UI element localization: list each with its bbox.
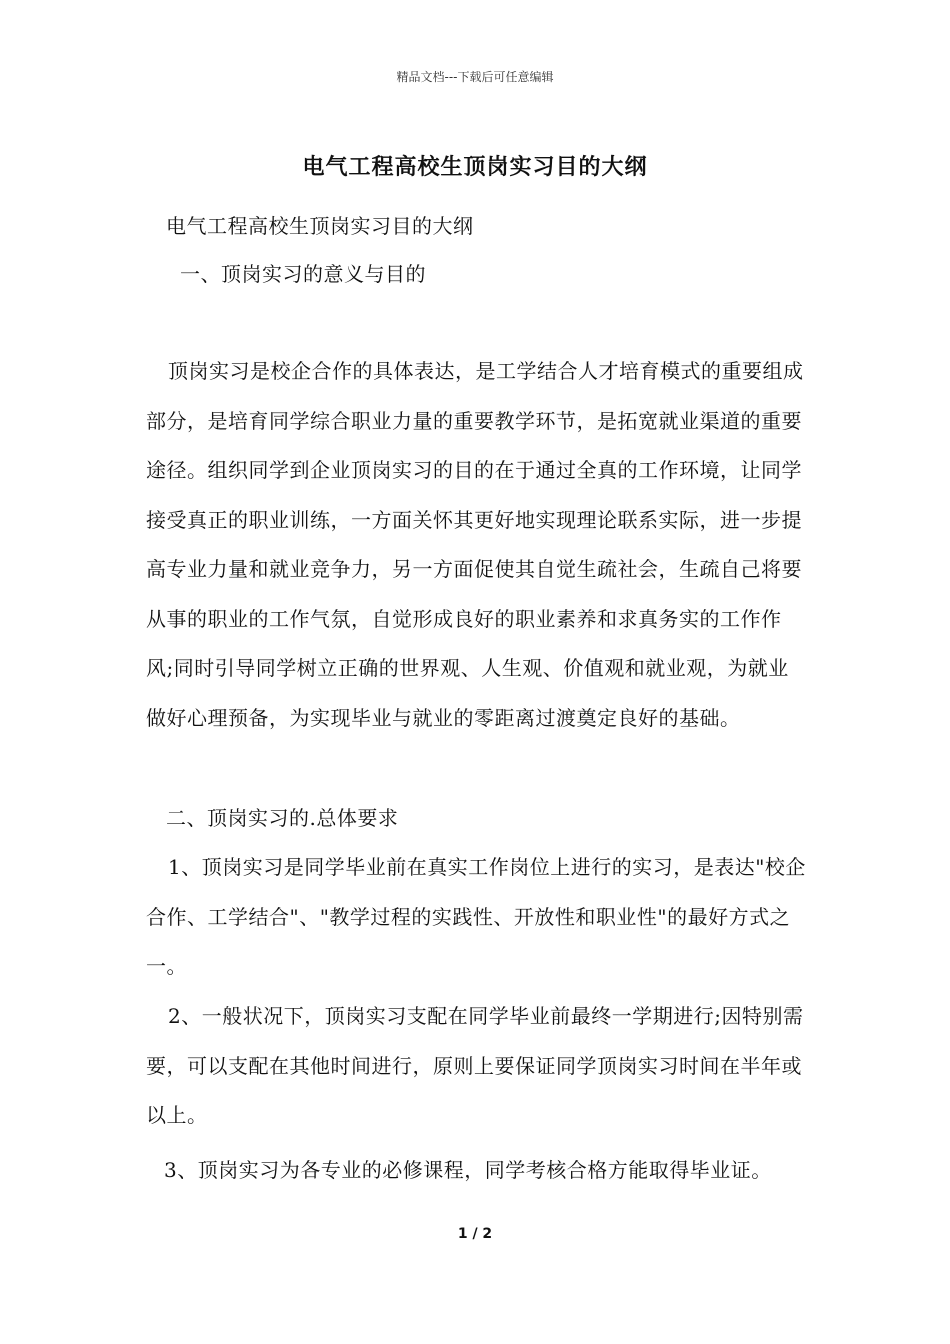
header-note: 精品文档---下载后可任意编辑 bbox=[396, 70, 554, 84]
document-subtitle: 电气工程高校生顶岗实习目的大纲 bbox=[166, 214, 474, 238]
section-heading-2: 二、顶岗实习的.总体要求 bbox=[166, 806, 399, 830]
section-heading-1: 一、顶岗实习的意义与目的 bbox=[180, 262, 426, 286]
section-1-paragraph: 顶岗实习是校企合作的具体表达，是工学结合人才培育模式的重要组成部分，是培育同学综合职业力量的重要教学环节，是拓宽就业渠道的重要途径。组织同学到企业顶岗实习的目的在于通过全真的工作环境，让同学接受真正的职业训练，一方面关怀其更好地实现理论联系实际，进一步提高专业力量和就业竞争力，另一方面促使其自觉生疏社会，生疏自己将要从事的职业的工作气氛，自觉形成良好的职业素养和求真务实的工作作风;同时引导同学树立正确的世界观、人生观、价值观和就业观，为就业做好心理预备，为实现毕业与就业的零距离过渡奠定良好的基础。 bbox=[146, 359, 804, 730]
requirement-item-3: 3、顶岗实习为各专业的必修课程，同学考核合格方能取得毕业证。 bbox=[164, 1158, 772, 1182]
document-title: 电气工程高校生顶岗实习目的大纲 bbox=[302, 155, 648, 180]
requirement-item-1: 1、顶岗实习是同学毕业前在真实工作岗位上进行的实习，是表达"校企合作、工学结合"、"教学过程的实践性、开放性和职业性"的最好方式之一。 bbox=[146, 855, 806, 978]
page-number: 1 / 2 bbox=[457, 1226, 493, 1242]
requirement-item-2: 2、一般状况下，顶岗实习支配在同学毕业前最终一学期进行;因特别需要，可以支配在其他时间进行，原则上要保证同学顶岗实习时间在半年或以上。 bbox=[146, 1004, 804, 1127]
